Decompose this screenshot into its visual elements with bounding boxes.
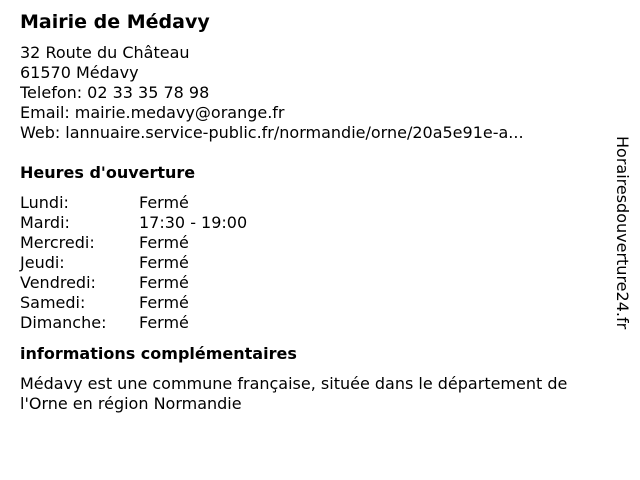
day-label: Mardi: xyxy=(20,213,70,232)
phone-line xyxy=(20,83,610,103)
hours-row-dimanche xyxy=(20,313,610,333)
web-label: Web: xyxy=(20,123,61,142)
phone-link[interactable]: 02 33 35 78 98 xyxy=(87,83,210,102)
hours-row-jeudi xyxy=(20,253,610,273)
hours-heading: Heures d'ouverture xyxy=(20,163,196,182)
email-link[interactable]: mairie.medavy@orange.fr xyxy=(74,103,285,122)
day-label: Vendredi: xyxy=(20,273,96,292)
site-watermark: Horairesdouverture24.fr xyxy=(613,136,632,330)
address-line-1: 32 Route du Château xyxy=(20,43,190,62)
phone-label: Telefon: xyxy=(20,83,83,102)
hours-row-vendredi xyxy=(20,273,610,293)
contact-block xyxy=(20,43,610,143)
hours-row-mercredi xyxy=(20,233,610,253)
hours-row-samedi xyxy=(20,293,610,313)
day-hours: Fermé xyxy=(139,273,189,292)
day-hours: Fermé xyxy=(139,193,189,212)
day-label: Dimanche: xyxy=(20,313,107,332)
email-label: Email: xyxy=(20,103,70,122)
office-card xyxy=(20,9,610,414)
address-line-2: 61570 Médavy xyxy=(20,63,139,82)
info-text: Médavy est une commune française, située dans le département de l'Orne en région Normandie xyxy=(20,374,568,413)
day-label: Lundi: xyxy=(20,193,69,212)
hours-row-mardi xyxy=(20,213,610,233)
office-title: Mairie de Médavy xyxy=(20,11,210,33)
info-heading: informations complémentaires xyxy=(20,344,297,363)
day-label: Samedi: xyxy=(20,293,86,312)
hours-table xyxy=(20,193,610,333)
web-line xyxy=(20,123,610,143)
day-label: Mercredi: xyxy=(20,233,95,252)
email-line xyxy=(20,103,610,123)
day-hours: Fermé xyxy=(139,313,189,332)
day-label: Jeudi: xyxy=(20,253,65,272)
hours-row-lundi xyxy=(20,193,610,213)
day-hours: Fermé xyxy=(139,233,189,252)
day-hours: 17:30 - 19:00 xyxy=(139,213,248,232)
web-link[interactable]: lannuaire.service-public.fr/normandie/orne/20a5e91e-a... xyxy=(65,123,524,142)
day-hours: Fermé xyxy=(139,253,189,272)
day-hours: Fermé xyxy=(139,293,189,312)
